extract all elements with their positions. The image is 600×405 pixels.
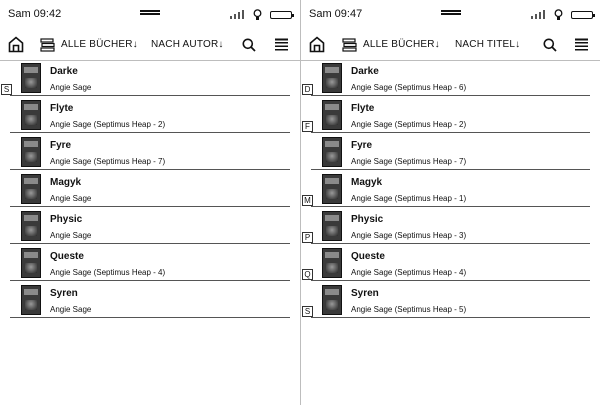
row-divider [311,95,590,96]
book-cover [322,248,342,278]
toolbar [301,28,600,61]
collection-label: ALLE BÜCHER [61,39,133,50]
book-row[interactable] [301,172,600,209]
row-divider [311,243,590,244]
book-row[interactable] [0,209,300,246]
row-divider [10,206,290,207]
book-title: Flyte [50,103,74,114]
bulb-icon [253,8,262,20]
book-title: Flyte [351,103,375,114]
chevron-down-icon: ↓ [218,39,224,50]
book-author: Angie Sage [50,194,92,203]
row-divider [311,280,590,281]
status-time: Sam 09:42 [8,8,62,20]
book-title: Queste [50,251,84,262]
book-author: Angie Sage (Septimus Heap - 3) [351,231,467,240]
book-row[interactable] [0,283,300,320]
book-cover [322,137,342,167]
book-row[interactable] [0,246,300,283]
book-author: Angie Sage (Septimus Heap - 7) [351,157,467,166]
book-author: Angie Sage (Septimus Heap - 5) [351,305,467,314]
index-letter[interactable]: F [302,121,313,132]
book-title: Syren [50,288,78,299]
book-title: Physic [351,214,384,225]
row-divider [311,132,590,133]
row-divider [10,280,290,281]
book-row[interactable] [0,61,300,98]
chevron-down-icon: ↓ [132,39,138,50]
book-title: Physic [50,214,83,225]
book-title: Magyk [50,177,82,188]
signal-icon [531,9,549,19]
book-author: Angie Sage [50,231,92,240]
books-stack-icon [342,38,358,52]
toolbar [0,28,300,61]
sort-selector[interactable] [151,28,224,61]
menu-icon[interactable] [275,28,288,61]
book-row[interactable] [301,98,600,135]
book-cover [322,63,342,93]
book-author: Angie Sage (Septimus Heap - 2) [50,120,166,129]
book-row[interactable] [0,98,300,135]
row-divider [311,317,590,318]
swipe-handle-icon[interactable] [140,10,160,15]
book-title: Magyk [351,177,383,188]
book-author: Angie Sage (Septimus Heap - 2) [351,120,467,129]
sort-label: NACH TITEL [455,39,516,50]
book-cover [21,211,41,241]
book-row[interactable] [0,172,300,209]
book-cover [322,211,342,241]
status-bar [301,0,600,28]
row-divider [10,169,290,170]
row-divider [10,317,290,318]
index-letter[interactable]: M [302,195,313,206]
book-cover [21,137,41,167]
bulb-icon [554,8,563,20]
book-author: Angie Sage [50,83,92,92]
row-divider [311,169,590,170]
signal-icon [230,9,248,19]
swipe-handle-icon[interactable] [441,10,461,15]
search-icon[interactable] [543,28,557,61]
book-author: Angie Sage (Septimus Heap - 4) [50,268,166,277]
collection-selector[interactable] [342,28,440,61]
book-row[interactable] [301,283,600,320]
book-row[interactable] [301,246,600,283]
index-letter[interactable]: S [1,84,12,95]
chevron-down-icon: ↓ [515,39,521,50]
battery-icon [270,11,292,19]
book-author: Angie Sage [50,305,92,314]
home-icon[interactable] [8,28,24,61]
book-cover [322,285,342,315]
book-author: Angie Sage (Septimus Heap - 4) [351,268,467,277]
book-cover [322,174,342,204]
book-cover [21,248,41,278]
book-cover [21,100,41,130]
book-cover [322,100,342,130]
search-icon[interactable] [242,28,256,61]
row-divider [10,132,290,133]
book-author: Angie Sage (Septimus Heap - 7) [50,157,166,166]
book-row[interactable] [301,135,600,172]
book-row[interactable] [301,61,600,98]
book-author: Angie Sage (Septimus Heap - 6) [351,83,467,92]
book-title: Syren [351,288,379,299]
index-letter[interactable]: S [302,306,313,317]
book-title: Darke [351,66,379,77]
book-title: Darke [50,66,78,77]
book-title: Fyre [50,140,72,151]
books-stack-icon [40,38,56,52]
sort-label: NACH AUTOR [151,39,219,50]
index-letter[interactable]: Q [302,269,313,280]
book-cover [21,285,41,315]
battery-icon [571,11,593,19]
collection-label: ALLE BÜCHER [363,39,435,50]
collection-selector[interactable] [40,28,138,61]
book-cover [21,174,41,204]
index-letter[interactable]: P [302,232,313,243]
status-bar [0,0,300,28]
book-title: Fyre [351,140,373,151]
row-divider [10,95,290,96]
row-divider [311,206,590,207]
row-divider [10,243,290,244]
book-title: Queste [351,251,385,262]
menu-icon[interactable] [575,28,588,61]
home-icon[interactable] [309,28,325,61]
index-letter[interactable]: D [302,84,313,95]
book-row[interactable] [301,209,600,246]
chevron-down-icon: ↓ [434,39,440,50]
status-time: Sam 09:47 [309,8,363,20]
screen-sorted-by-title [301,0,600,405]
book-author: Angie Sage (Septimus Heap - 1) [351,194,467,203]
book-row[interactable] [0,135,300,172]
book-cover [21,63,41,93]
sort-selector[interactable] [455,28,520,61]
